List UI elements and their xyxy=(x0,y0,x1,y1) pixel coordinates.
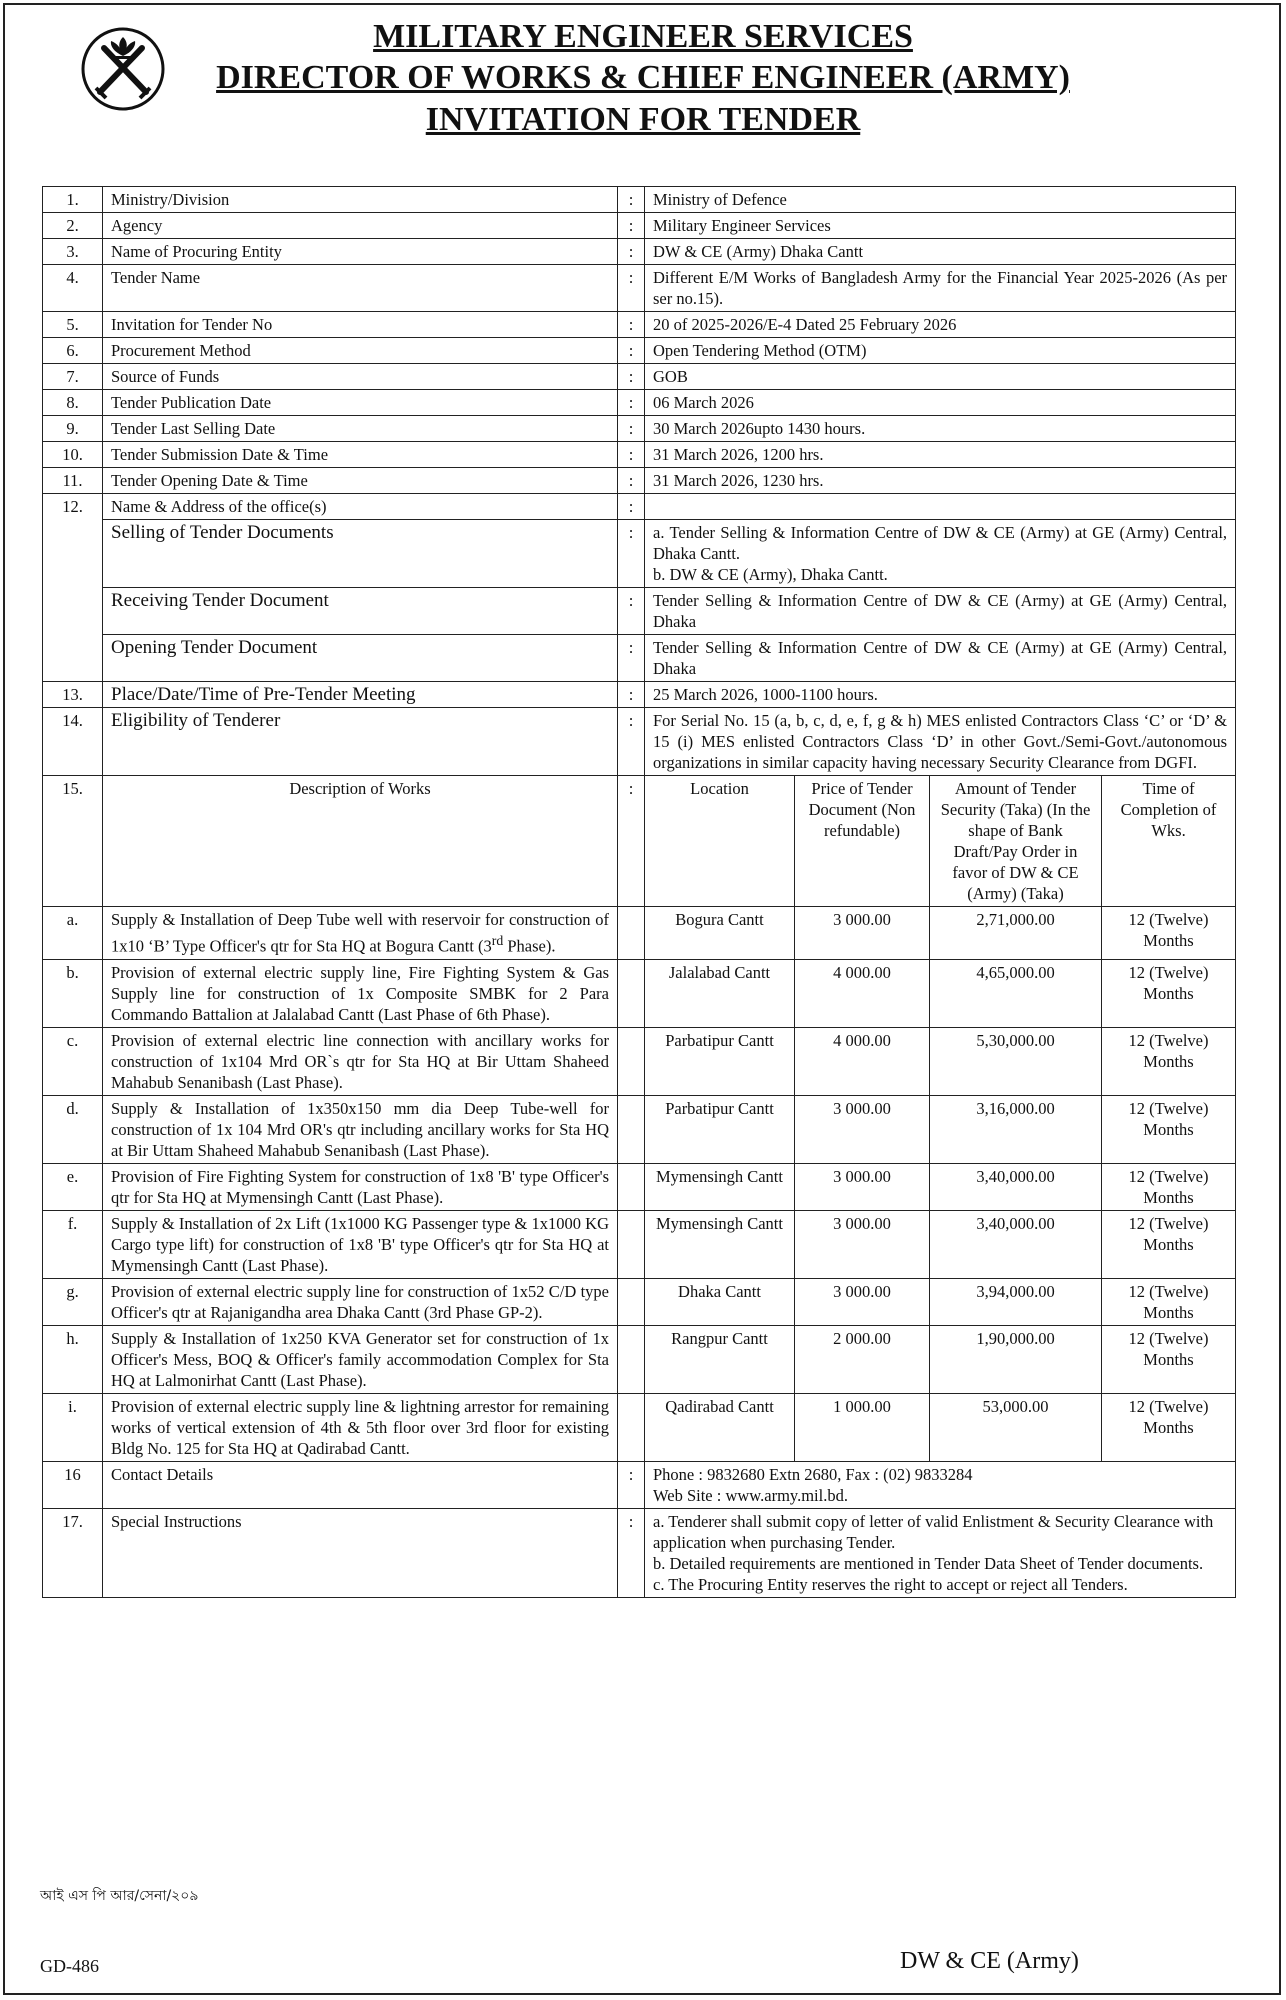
table-row xyxy=(43,1508,1236,1597)
works-price: 4 000.00 xyxy=(795,1027,930,1095)
table-row xyxy=(43,312,1236,338)
row-value xyxy=(645,1461,1236,1508)
row-value xyxy=(645,520,1236,588)
row-number: 10. xyxy=(43,442,103,468)
row-label: Agency xyxy=(103,213,618,239)
row-label: Special Instructions xyxy=(103,1508,618,1597)
row-label: Procurement Method xyxy=(103,338,618,364)
works-row xyxy=(43,1278,1236,1325)
table-row xyxy=(43,265,1236,312)
row-separator: : xyxy=(618,213,645,239)
row-number: 1. xyxy=(43,187,103,213)
row-separator: : xyxy=(618,708,645,776)
table-row xyxy=(43,468,1236,494)
works-item-number: d. xyxy=(43,1095,103,1163)
works-location: Dhaka Cantt xyxy=(645,1278,795,1325)
works-description: Provision of external electric line connection with ancillary works for construction of 1x104 Mrd OR`s qtr for Sta HQ at Bir Uttam Shaheed Mahabub Senanibash (Last Phase). xyxy=(103,1027,618,1095)
row-label: Opening Tender Document xyxy=(103,635,618,682)
row-value: For Serial No. 15 (a, b, c, d, e, f, g & h) MES enlisted Contractors Class ‘C’ or ‘D’ & 15 (i) MES enlisted Contractors Class ‘D’ in other Govt./Semi-Govt./autonomous organizations in similar capacity having necessary Security Clearance from DGFI. xyxy=(645,708,1236,776)
row-number: 17. xyxy=(43,1508,103,1597)
contact-website: Web Site : www.army.mil.bd. xyxy=(653,1485,848,1505)
row-value: Ministry of Defence xyxy=(645,187,1236,213)
works-separator-cell xyxy=(618,1027,645,1095)
works-separator-cell xyxy=(618,1325,645,1393)
works-row xyxy=(43,1210,1236,1278)
tender-table xyxy=(42,186,1236,1598)
row-label: Tender Publication Date xyxy=(103,390,618,416)
row-value xyxy=(645,494,1236,520)
works-row xyxy=(43,1163,1236,1210)
row-number-spacer xyxy=(43,588,103,635)
works-price: 3 000.00 xyxy=(795,907,930,960)
row-value: 25 March 2026, 1000-1100 hours. xyxy=(645,682,1236,708)
row-number: 11. xyxy=(43,468,103,494)
works-security: 5,30,000.00 xyxy=(930,1027,1102,1095)
row-number: 16 xyxy=(43,1461,103,1508)
table-row xyxy=(43,682,1236,708)
row-value: 31 March 2026, 1230 hrs. xyxy=(645,468,1236,494)
contact-phone: Phone : 9832680 Extn 2680, Fax : (02) 9833284 xyxy=(653,1464,973,1484)
row-value: 30 March 2026upto 1430 hours. xyxy=(645,416,1236,442)
works-item-number: a. xyxy=(43,907,103,960)
works-separator-cell xyxy=(618,1163,645,1210)
works-row xyxy=(43,907,1236,960)
works-item-number: e. xyxy=(43,1163,103,1210)
works-price: 3 000.00 xyxy=(795,1278,930,1325)
works-location: Jalalabad Cantt xyxy=(645,959,795,1027)
column-header-security: Amount of Tender Security (Taka) (In the shape of Bank Draft/Pay Order in favor of DW & CE (Army) (Taka) xyxy=(930,776,1102,907)
row-number: 6. xyxy=(43,338,103,364)
row-separator: : xyxy=(618,588,645,635)
row-value: Tender Selling & Information Centre of DW & CE (Army) at GE (Army) Central, Dhaka xyxy=(645,588,1236,635)
row-value: Tender Selling & Information Centre of DW & CE (Army) at GE (Army) Central, Dhaka xyxy=(645,635,1236,682)
works-separator-cell xyxy=(618,1393,645,1461)
row-separator: : xyxy=(618,520,645,588)
row-separator: : xyxy=(618,338,645,364)
works-time: 12 (Twelve) Months xyxy=(1102,1027,1236,1095)
works-row xyxy=(43,1393,1236,1461)
row-value xyxy=(645,1508,1236,1597)
works-description: Provision of external electric supply line, Fire Fighting System & Gas Supply line for construction of 1x Composite SMBK for 2 Para Commando Battalion at Jalalabad Cantt (Last Phase of 6th Phase). xyxy=(103,959,618,1027)
works-description: Supply & Installation of 2x Lift (1x1000 KG Passenger type & 1x1000 KG Cargo type lift) for construction of 1x8 'B' type Officer's qtr for Sta HQ at Mymensingh Cantt (Last Phase). xyxy=(103,1210,618,1278)
table-row xyxy=(43,708,1236,776)
row-separator: : xyxy=(618,364,645,390)
table-row xyxy=(43,588,1236,635)
works-security: 2,71,000.00 xyxy=(930,907,1102,960)
row-label: Ministry/Division xyxy=(103,187,618,213)
row-number: 14. xyxy=(43,708,103,776)
row-value: DW & CE (Army) Dhaka Cantt xyxy=(645,239,1236,265)
works-location: Bogura Cantt xyxy=(645,907,795,960)
table-row xyxy=(43,338,1236,364)
column-header-price: Price of Tender Document (Non refundable) xyxy=(795,776,930,907)
row-label: Eligibility of Tenderer xyxy=(103,708,618,776)
row-number: 5. xyxy=(43,312,103,338)
table-row xyxy=(43,635,1236,682)
works-price: 1 000.00 xyxy=(795,1393,930,1461)
works-description: Supply & Installation of Deep Tube well with reservoir for construction of 1x10 ‘B’ Type Officer's qtr for Sta HQ at Bogura Cantt (3rd Phase). xyxy=(103,907,618,960)
works-price: 3 000.00 xyxy=(795,1163,930,1210)
works-location: Mymensingh Cantt xyxy=(645,1210,795,1278)
table-row xyxy=(43,442,1236,468)
table-row xyxy=(43,213,1236,239)
table-row xyxy=(43,364,1236,390)
row-number: 8. xyxy=(43,390,103,416)
row-label: Tender Opening Date & Time xyxy=(103,468,618,494)
table-row xyxy=(43,239,1236,265)
works-price: 3 000.00 xyxy=(795,1095,930,1163)
works-security: 3,40,000.00 xyxy=(930,1163,1102,1210)
title-line-2: DIRECTOR OF WORKS & CHIEF ENGINEER (ARMY) xyxy=(216,59,1070,96)
row-value: 20 of 2025-2026/E-4 Dated 25 February 2026 xyxy=(645,312,1236,338)
selling-office-b: b. DW & CE (Army), Dhaka Cantt. xyxy=(653,565,888,584)
works-time: 12 (Twelve) Months xyxy=(1102,1095,1236,1163)
works-time: 12 (Twelve) Months xyxy=(1102,959,1236,1027)
works-time: 12 (Twelve) Months xyxy=(1102,907,1236,960)
title-line-1: MILITARY ENGINEER SERVICES xyxy=(373,18,913,55)
instruction-c: c. The Procuring Entity reserves the right to accept or reject all Tenders. xyxy=(653,1574,1128,1594)
works-separator-cell xyxy=(618,907,645,960)
row-value: Military Engineer Services xyxy=(645,213,1236,239)
row-label: Name & Address of the office(s) xyxy=(103,494,618,520)
works-row xyxy=(43,1325,1236,1393)
works-description: Provision of external electric supply line for construction of 1x52 C/D type Officer's qtr at Rajanigandha area Dhaka Cantt (3rd Phase GP-2). xyxy=(103,1278,618,1325)
row-label: Receiving Tender Document xyxy=(103,588,618,635)
row-number: 15. xyxy=(43,776,103,907)
works-item-number: f. xyxy=(43,1210,103,1278)
works-description: Supply & Installation of 1x350x150 mm dia Deep Tube-well for construction of 1x 104 Mrd OR's qtr including ancillary works for Sta HQ at Bir Uttam Shaheed Mahabub Senanibash (Last Phase). xyxy=(103,1095,618,1163)
works-time: 12 (Twelve) Months xyxy=(1102,1278,1236,1325)
table-row xyxy=(43,390,1236,416)
row-number: 4. xyxy=(43,265,103,312)
column-header-time: Time of Completion of Wks. xyxy=(1102,776,1236,907)
works-description: Supply & Installation of 1x250 KVA Generator set for construction of 1x Officer's Mess, BOQ & Officer's family accommodation Complex for Sta HQ at Lalmonirhat Cantt (Last Phase). xyxy=(103,1325,618,1393)
works-item-number: c. xyxy=(43,1027,103,1095)
column-header-description: Description of Works xyxy=(103,776,618,907)
row-separator: : xyxy=(618,442,645,468)
works-location: Parbatipur Cantt xyxy=(645,1027,795,1095)
row-label: Selling of Tender Documents xyxy=(103,520,618,588)
instruction-b: b. Detailed requirements are mentioned in Tender Data Sheet of Tender documents. xyxy=(653,1553,1204,1573)
table-row xyxy=(43,187,1236,213)
form-code: GD-486 xyxy=(40,1956,99,1976)
works-time: 12 (Twelve) Months xyxy=(1102,1163,1236,1210)
table-row xyxy=(43,416,1236,442)
signature-block: DW & CE (Army) xyxy=(900,1948,1079,1974)
row-number: 13. xyxy=(43,682,103,708)
works-item-number: h. xyxy=(43,1325,103,1393)
works-description: Provision of external electric supply line & lightning arrestor for remaining works of vertical extension of 4th & 5th floor over 3rd floor for existing Bldg No. 125 for Sta HQ at Qadirabad Cantt. xyxy=(103,1393,618,1461)
row-label: Place/Date/Time of Pre-Tender Meeting xyxy=(103,682,618,708)
works-price: 2 000.00 xyxy=(795,1325,930,1393)
row-separator: : xyxy=(618,312,645,338)
row-number: 2. xyxy=(43,213,103,239)
row-separator: : xyxy=(618,187,645,213)
row-separator: : xyxy=(618,390,645,416)
row-number: 3. xyxy=(43,239,103,265)
row-value: GOB xyxy=(645,364,1236,390)
publication-code: আই এস পি আর/সেনা/২০৯ xyxy=(40,1888,199,1904)
works-location: Parbatipur Cantt xyxy=(645,1095,795,1163)
row-number: 9. xyxy=(43,416,103,442)
row-separator: : xyxy=(618,265,645,312)
row-number-spacer xyxy=(43,520,103,588)
works-row xyxy=(43,1027,1236,1095)
row-separator: : xyxy=(618,776,645,907)
works-separator-cell xyxy=(618,1095,645,1163)
row-separator: : xyxy=(618,494,645,520)
works-item-number: g. xyxy=(43,1278,103,1325)
works-item-number: i. xyxy=(43,1393,103,1461)
row-separator: : xyxy=(618,468,645,494)
table-row xyxy=(43,520,1236,588)
works-time: 12 (Twelve) Months xyxy=(1102,1325,1236,1393)
title-line-3: INVITATION FOR TENDER xyxy=(425,101,861,138)
works-location: Mymensingh Cantt xyxy=(645,1163,795,1210)
works-security: 1,90,000.00 xyxy=(930,1325,1102,1393)
row-value: 06 March 2026 xyxy=(645,390,1236,416)
works-location: Rangpur Cantt xyxy=(645,1325,795,1393)
works-security: 53,000.00 xyxy=(930,1393,1102,1461)
selling-office-a: a. Tender Selling & Information Centre of DW & CE (Army) at GE (Army) Central, Dhaka Cantt. xyxy=(653,523,1228,563)
row-label: Name of Procuring Entity xyxy=(103,239,618,265)
row-separator: : xyxy=(618,416,645,442)
works-row xyxy=(43,1095,1236,1163)
works-security: 3,16,000.00 xyxy=(930,1095,1102,1163)
works-row xyxy=(43,959,1236,1027)
row-separator: : xyxy=(618,239,645,265)
row-number: 7. xyxy=(43,364,103,390)
row-number-spacer xyxy=(43,635,103,682)
column-header-location: Location xyxy=(645,776,795,907)
row-value: 31 March 2026, 1200 hrs. xyxy=(645,442,1236,468)
works-separator-cell xyxy=(618,1210,645,1278)
works-separator-cell xyxy=(618,959,645,1027)
works-description: Provision of Fire Fighting System for construction of 1x8 'B' type Officer's qtr for Sta HQ at Mymensingh Cantt (Last Phase). xyxy=(103,1163,618,1210)
works-time: 12 (Twelve) Months xyxy=(1102,1393,1236,1461)
works-separator-cell xyxy=(618,1278,645,1325)
instruction-a: a. Tenderer shall submit copy of letter of valid Enlistment & Security Clearance with application when purchasing Tender. xyxy=(653,1511,1214,1552)
works-security: 3,40,000.00 xyxy=(930,1210,1102,1278)
row-number: 12. xyxy=(43,494,103,520)
row-label: Tender Submission Date & Time xyxy=(103,442,618,468)
row-value: Open Tendering Method (OTM) xyxy=(645,338,1236,364)
row-separator: : xyxy=(618,682,645,708)
works-security: 3,94,000.00 xyxy=(930,1278,1102,1325)
works-header-row xyxy=(43,776,1236,907)
row-label: Tender Name xyxy=(103,265,618,312)
row-label: Source of Funds xyxy=(103,364,618,390)
row-separator: : xyxy=(618,1461,645,1508)
works-price: 4 000.00 xyxy=(795,959,930,1027)
row-label: Contact Details xyxy=(103,1461,618,1508)
row-value: Different E/M Works of Bangladesh Army for the Financial Year 2025-2026 (As per ser no.15). xyxy=(645,265,1236,312)
row-label: Invitation for Tender No xyxy=(103,312,618,338)
table-row xyxy=(43,494,1236,520)
works-location: Qadirabad Cantt xyxy=(645,1393,795,1461)
works-time: 12 (Twelve) Months xyxy=(1102,1210,1236,1278)
row-separator: : xyxy=(618,635,645,682)
works-price: 3 000.00 xyxy=(795,1210,930,1278)
row-separator: : xyxy=(618,1508,645,1597)
works-security: 4,65,000.00 xyxy=(930,959,1102,1027)
works-item-number: b. xyxy=(43,959,103,1027)
row-label: Tender Last Selling Date xyxy=(103,416,618,442)
table-row xyxy=(43,1461,1236,1508)
